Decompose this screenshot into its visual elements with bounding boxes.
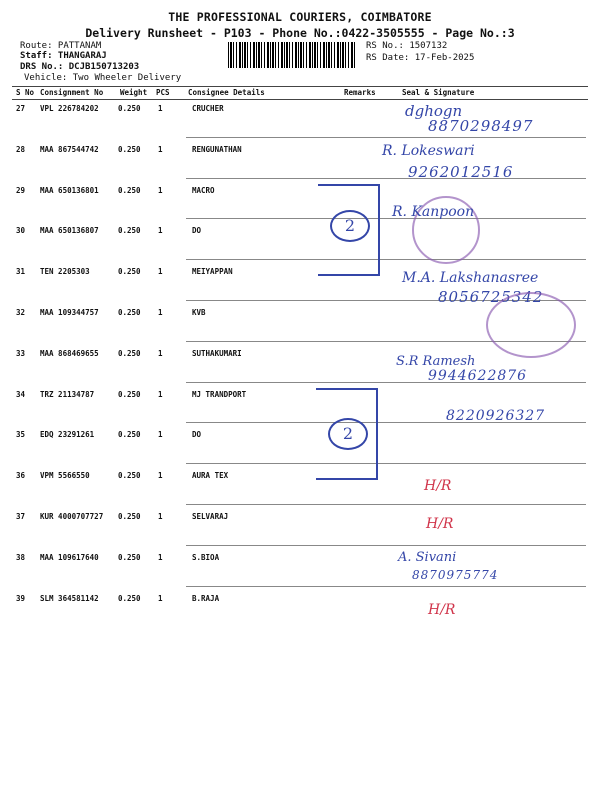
sig-29-30-name: R. Kanpoon: [392, 204, 475, 220]
col-seal-signature: Seal & Signature: [402, 88, 475, 97]
row-pcs: 1: [158, 267, 163, 276]
sig-36: H/R: [424, 478, 452, 494]
row-consignee: SELVARAJ: [192, 512, 229, 521]
sig-33-name: S.R Ramesh: [396, 354, 476, 369]
row-weight: 0.250: [118, 471, 141, 480]
row-pcs: 1: [158, 349, 163, 358]
sig-37: H/R: [426, 516, 454, 532]
sig-38-phone: 8870975774: [412, 568, 499, 582]
row-consignee: MACRO: [192, 186, 215, 195]
row-divider: [186, 137, 586, 138]
row-pcs: 1: [158, 226, 163, 235]
row-consignee: MJ TRANDPORT: [192, 390, 247, 399]
sig-27-name: dghogn: [405, 102, 463, 120]
row-sno: 31: [16, 267, 26, 276]
remark-circle-34-35: 2: [328, 418, 368, 450]
row-consignment-no: MAA 867544742: [40, 145, 99, 154]
row-consignee: RENGUNATHAN: [192, 145, 242, 154]
header-bottom-rule: [12, 99, 588, 100]
row-consignment-no: MAA 109344757: [40, 308, 99, 317]
row-weight: 0.250: [118, 308, 141, 317]
sig-28-phone: 9262012516: [408, 163, 514, 181]
row-consignee: AURA TEX: [192, 471, 229, 480]
row-pcs: 1: [158, 430, 163, 439]
company-title: THE PROFESSIONAL COURIERS, COIMBATORE: [168, 10, 432, 24]
row-pcs: 1: [158, 390, 163, 399]
rs-date: RS Date: 17-Feb-2025: [366, 53, 475, 63]
row-pcs: 1: [158, 186, 163, 195]
row-consignee: DO: [192, 226, 202, 235]
remark-circle-29-30: 2: [330, 210, 370, 242]
sig-31-name: M.A. Lakshanasree: [402, 270, 539, 286]
delivery-stamp-2: [486, 292, 576, 358]
header-top-rule: [12, 86, 588, 87]
row-consignee: SUTHAKUMARI: [192, 349, 242, 358]
row-consignment-no: KUR 4000707727: [40, 512, 104, 521]
row-consignment-no: MAA 650136807: [40, 226, 99, 235]
vehicle-label: Vehicle: Two Wheeler Delivery: [24, 73, 182, 83]
route-label: Route: PATTANAM: [20, 41, 102, 51]
row-sno: 39: [16, 594, 26, 603]
barcode-image: [228, 42, 356, 68]
sig-31-phone: 8056725342: [438, 288, 544, 306]
sig-28-name: R. Lokeswari: [382, 143, 475, 159]
row-weight: 0.250: [118, 349, 141, 358]
row-pcs: 1: [158, 308, 163, 317]
row-consignment-no: MAA 868469655: [40, 349, 99, 358]
row-consignment-no: EDQ 23291261: [40, 430, 95, 439]
row-divider: [186, 545, 586, 546]
row-consignment-no: VPM 5566550: [40, 471, 90, 480]
row-consignment-no: MAA 650136801: [40, 186, 99, 195]
row-sno: 38: [16, 553, 26, 562]
row-divider: [186, 586, 586, 587]
col-consignee: Consignee Details: [188, 88, 265, 97]
col-weight: Weight: [120, 88, 148, 97]
row-sno: 32: [16, 308, 26, 317]
row-pcs: 1: [158, 512, 163, 521]
row-consignment-no: MAA 109617640: [40, 553, 99, 562]
row-weight: 0.250: [118, 226, 141, 235]
drs-number: DRS No.: DCJB150713203: [20, 62, 140, 72]
row-consignee: DO: [192, 430, 202, 439]
row-pcs: 1: [158, 553, 163, 562]
row-consignment-no: SLM 364581142: [40, 594, 99, 603]
col-consignment: Consignment No: [40, 88, 104, 97]
col-remarks: Remarks: [344, 88, 376, 97]
row-consignee: KVB: [192, 308, 206, 317]
row-divider: [186, 259, 586, 260]
row-consignment-no: TEN 2205303: [40, 267, 90, 276]
row-consignee: S.BIOA: [192, 553, 220, 562]
row-weight: 0.250: [118, 104, 141, 113]
row-sno: 37: [16, 512, 26, 521]
row-weight: 0.250: [118, 267, 141, 276]
row-consignment-no: TRZ 21134787: [40, 390, 95, 399]
row-consignee: B.RAJA: [192, 594, 220, 603]
row-weight: 0.250: [118, 594, 141, 603]
col-pcs: PCS: [156, 88, 170, 97]
row-divider: [186, 178, 586, 179]
row-pcs: 1: [158, 471, 163, 480]
row-weight: 0.250: [118, 512, 141, 521]
row-sno: 36: [16, 471, 26, 480]
row-divider: [186, 218, 586, 219]
sig-33-phone: 9944622876: [428, 368, 528, 384]
row-weight: 0.250: [118, 186, 141, 195]
row-sno: 34: [16, 390, 26, 399]
row-pcs: 1: [158, 594, 163, 603]
row-sno: 30: [16, 226, 26, 235]
row-consignee: MEIYAPPAN: [192, 267, 233, 276]
col-sno: S No: [16, 88, 35, 97]
sig-34-35-phone: 8220926327: [446, 408, 546, 424]
runsheet-title: Delivery Runsheet - P103 - Phone No.:0422-3505555 - Page No.:3: [85, 26, 515, 40]
row-consignment-no: VPL 226784202: [40, 104, 99, 113]
sig-39: H/R: [428, 602, 456, 618]
row-pcs: 1: [158, 145, 163, 154]
row-weight: 0.250: [118, 430, 141, 439]
row-sno: 27: [16, 104, 26, 113]
row-weight: 0.250: [118, 145, 141, 154]
row-consignee: CRUCHER: [192, 104, 224, 113]
row-sno: 29: [16, 186, 26, 195]
row-sno: 28: [16, 145, 26, 154]
row-sno: 33: [16, 349, 26, 358]
row-weight: 0.250: [118, 390, 141, 399]
row-divider: [186, 463, 586, 464]
sig-38-name: A. Sivani: [398, 550, 457, 565]
row-pcs: 1: [158, 104, 163, 113]
sig-27-phone: 8870298497: [428, 117, 534, 135]
staff-label: Staff: THANGARAJ: [20, 51, 107, 61]
row-divider: [186, 504, 586, 505]
row-sno: 35: [16, 430, 26, 439]
rs-number: RS No.: 1507132: [366, 41, 448, 51]
row-weight: 0.250: [118, 553, 141, 562]
